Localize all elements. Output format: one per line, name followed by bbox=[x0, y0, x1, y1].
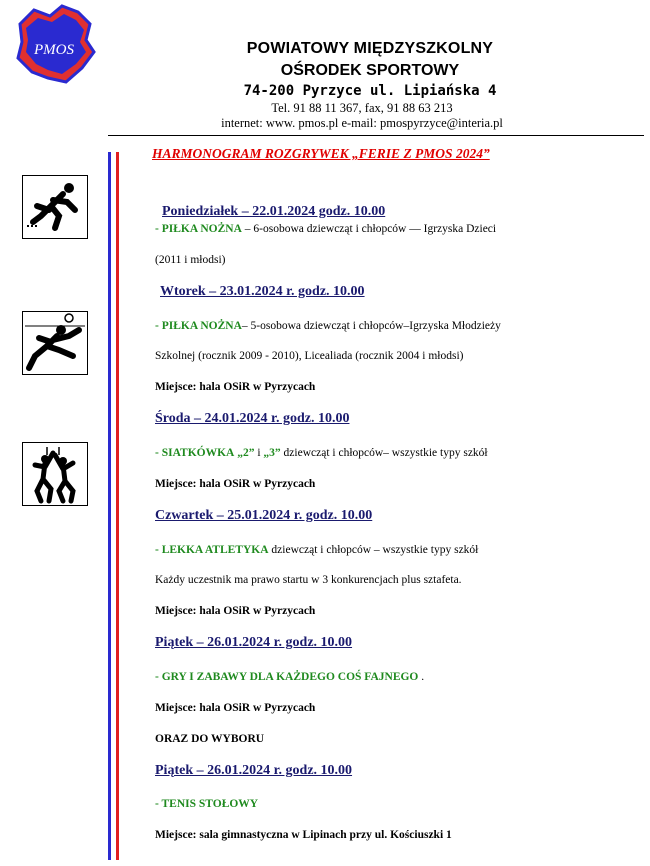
stripe-red bbox=[116, 152, 119, 860]
sport-name: - GRY I ZABAWY DLA KAŻDEGO COŚ FAJNEGO bbox=[155, 671, 419, 683]
team-size-2: „2” bbox=[237, 447, 255, 459]
event-description: – 5-osobowa dziewcząt i chłopców–Igrzyska Młodzieży bbox=[241, 320, 501, 332]
event-line-tuesday bbox=[155, 320, 501, 332]
event-note: Każdy uczestnik ma prawo startu w 3 konkurencjach plus sztafeta. bbox=[155, 574, 462, 586]
team-size-3: „3” bbox=[263, 447, 281, 459]
event-line-friday-2 bbox=[155, 798, 258, 810]
event-line-wednesday bbox=[155, 447, 488, 459]
event-place: Miejsce: hala OSiR w Pyrzycach bbox=[155, 381, 316, 393]
extra-note: ORAZ DO WYBORU bbox=[155, 733, 265, 745]
day-heading-friday: Piątek – 26.01.2024 r. godz. 10.00 bbox=[155, 635, 353, 650]
event-place: Miejsce: sala gimnastyczna w Lipinach przy ul. Kościuszki 1 bbox=[155, 829, 452, 841]
header-divider bbox=[108, 135, 644, 136]
org-internet: internet: www. pmos.pl e-mail: pmospyrzyce@interia.pl bbox=[221, 116, 503, 130]
event-place: Miejsce: hala OSiR w Pyrzycach bbox=[155, 702, 316, 714]
conjunction: i bbox=[254, 447, 264, 459]
event-description: dziewcząt i chłopców– wszystkie typy szkół bbox=[280, 447, 488, 459]
logo-text: PMOS bbox=[34, 42, 74, 58]
event-description-cont: (2011 i młodsi) bbox=[155, 254, 226, 266]
org-address: 74-200 Pyrzyce ul. Lipiańska 4 bbox=[243, 83, 497, 99]
event-place: Miejsce: hala OSiR w Pyrzycach bbox=[155, 478, 316, 490]
basketball-players-icon bbox=[22, 442, 88, 506]
org-name-line1: POWIATOWY MIĘDZYSZKOLNY bbox=[246, 40, 494, 57]
sport-name: - LEKKA ATLETYKA bbox=[155, 544, 269, 556]
pmos-logo bbox=[12, 2, 98, 86]
event-line-monday bbox=[155, 223, 496, 235]
sport-name: - SIATKÓWKA bbox=[155, 447, 235, 459]
sport-name: - TENIS STOŁOWY bbox=[155, 798, 259, 810]
event-line-thursday bbox=[155, 544, 478, 556]
event-place: Miejsce: hala OSiR w Pyrzycach bbox=[155, 605, 316, 617]
day-heading-wednesday: Środa – 24.01.2024 r. godz. 10.00 bbox=[155, 411, 350, 426]
org-name-line2: OŚRODEK SPORTOWY bbox=[280, 62, 460, 79]
event-description: – 6-osobowa dziewcząt i chłopców — Igrzyska Dzieci bbox=[241, 223, 497, 235]
org-phone: Tel. 91 88 11 367, fax, 91 88 63 213 bbox=[271, 101, 453, 115]
day-heading-friday-2: Piątek – 26.01.2024 r. godz. 10.00 bbox=[155, 763, 353, 778]
day-heading-monday: Poniedziałek – 22.01.2024 godz. 10.00 bbox=[162, 204, 386, 219]
event-description: dziewcząt i chłopców – wszystkie typy szkół bbox=[268, 544, 479, 556]
runner-icon bbox=[22, 175, 88, 239]
event-description-cont: Szkolnej (rocznik 2009 - 2010), Licealiada (rocznik 2004 i młodsi) bbox=[155, 350, 464, 362]
sport-name: - PIŁKA NOŻNA bbox=[155, 320, 242, 332]
day-heading-tuesday: Wtorek – 23.01.2024 r. godz. 10.00 bbox=[160, 284, 365, 299]
document-title: HARMONOGRAM ROZGRYWEK „FERIE Z PMOS 2024” bbox=[152, 146, 490, 161]
football-player-icon bbox=[22, 311, 88, 375]
event-line-friday bbox=[155, 671, 424, 683]
event-dot: . bbox=[418, 671, 425, 683]
day-heading-thursday: Czwartek – 25.01.2024 r. godz. 10.00 bbox=[155, 508, 373, 523]
sport-name: - PIŁKA NOŻNA bbox=[155, 223, 242, 235]
